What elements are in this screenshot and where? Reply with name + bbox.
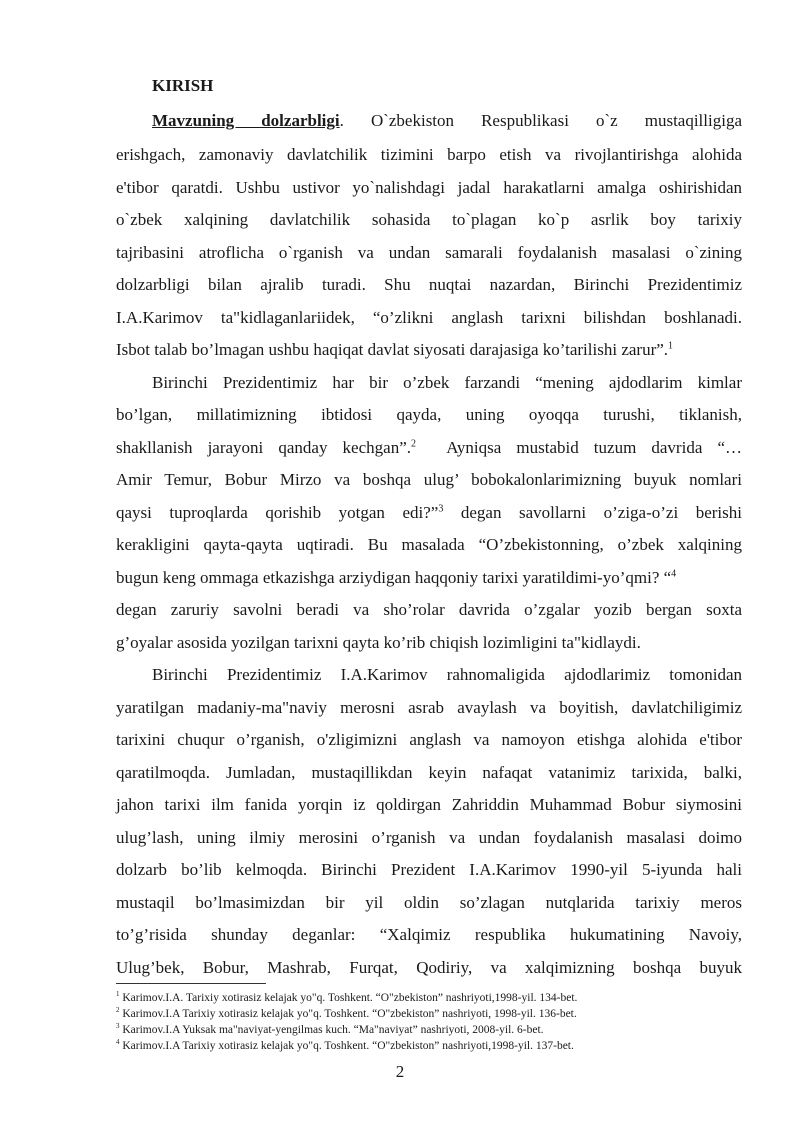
footnote-ref: 4: [671, 568, 677, 580]
footnote: $^3$ Karimov.I.A Yuksak ma"naviyat-yengilmas kuch. “Ma"naviyat” nashriyoti, 2008-yil. 6-bet.: [116, 1022, 544, 1036]
text-line: yaratilgan madaniy-ma"naviy merosni asrab avaylash va boyitish, davlatchiligimiz: [116, 698, 742, 717]
text-line: Birinchi Prezidentimiz I.A.Karimov rahnomaligida ajdodlarimiz tomonidan: [152, 665, 742, 684]
text-line: dolzarb bo’lib kelmoqda. Birinchi Prezident I.A.Karimov 1990-yil 5-iyunda hali: [116, 860, 742, 879]
text-line: mustaqil bo’lmasimizdan bir yil oldin so’zlagan nutqlarida tarixiy meros: [116, 893, 742, 912]
page-number: 2: [395, 1062, 405, 1081]
text-line: Amir Temur, Bobur Mirzo va boshqa ulug’ bobokalonlarimizning buyuk nomlari: [116, 470, 742, 489]
footnote-ref: 3: [438, 503, 444, 515]
text-line: bugun keng ommaga etkazishga arziydigan haqqoniy tarixi yaratildimi-yo’qmi? “$^4$: [116, 568, 677, 587]
text-line: Isbot talab bo’lmagan ushbu haqiqat davlat siyosati darajasiga ko’tarilishi zarur”.$^1$: [116, 340, 674, 359]
lead-phrase: Mavzuning dolzarbligi: [152, 111, 340, 130]
text-line: qaratilmoqda. Jumladan, mustaqillikdan keyin nafaqat vatanimiz tarixida, balki,: [116, 763, 742, 782]
text-line: bo’lgan, millatimizning ibtidosi qayda, uning oyoqqa turushi, tiklanish,: [116, 405, 742, 424]
footnote-divider: [116, 983, 266, 984]
text-line: tarixini chuqur o’rganish, o'zligimizni anglash va namoyon etishga alohida e'tibor: [116, 730, 742, 749]
text-line: erishgach, zamonaviy davlatchilik tizimini barpo etish va rivojlantirishga alohida: [116, 145, 742, 164]
text-line: I.A.Karimov ta"kidlaganlariidek, “o’zlikni anglash tarixni bilishdan boshlanadi.: [116, 308, 742, 327]
footnote: $^2$ Karimov.I.A Tarixiy xotirasiz kelajak yo"q. Toshkent. “O"zbekiston” nashriyoti, 1998-yil. 136-bet.: [116, 1006, 577, 1020]
text-line: ulug’lash, uning ilmiy merosini o’rganish va undan foydalanish masalasi doimo: [116, 828, 742, 847]
text-line: jahon tarixi ilm fanida yorqin iz qoldirgan Zahriddin Muhammad Bobur siymosini: [116, 795, 742, 814]
text-line: shakllanish jarayoni qanday kechgan”.$^2$ Ayniqsa mustabid tuzum davrida “…: [116, 438, 742, 457]
text-line: to’g’risida shunday deganlar: “Xalqimiz respublika hukumatining Navoiy,: [116, 925, 742, 944]
section-heading: KIRISH: [152, 76, 214, 95]
footnote: $^1$ Karimov.I.A. Tarixiy xotirasiz kelajak yo"q. Toshkent. “O"zbekiston” nashriyoti,1998-yil. 134-bet.: [116, 990, 578, 1004]
footnote-ref: 2: [411, 438, 416, 450]
text-line: dolzarbligi bilan ajralib turadi. Shu nuqtai nazardan, Birinchi Prezidentimiz: [116, 275, 742, 294]
text-line: Ulug’bek, Bobur, Mashrab, Furqat, Qodiriy, va xalqimizning boshqa buyuk: [116, 958, 742, 977]
text-line: tajribasini atroflicha o`rganish va undan samarali foydalanish masalasi o`zining: [116, 243, 742, 262]
text-line: qaysi tuproqlarda qorishib yotgan edi?”$^3$ degan savollarni o’ziga-o’zi berishi: [116, 503, 742, 522]
footnote: $^4$ Karimov.I.A Tarixiy xotirasiz kelajak yo"q. Toshkent. “O"zbekiston” nashriyoti,1998-yil. 137-bet.: [116, 1038, 574, 1052]
text-line: degan zaruriy savolni beradi va sho’rolar davrida o’zgalar yozib bergan soxta: [116, 600, 742, 619]
text-line: g’oyalar asosida yozilgan tarixni qayta ko’rib chiqish lozimligini ta"kidlaydi.: [116, 633, 641, 652]
text-line: e'tibor qaratdi. Ushbu ustivor yo`nalishdagi jadal harakatlarni amalga oshirishidan: [116, 178, 742, 197]
text-line: Mavzuning dolzarbligi. O`zbekiston Respublikasi o`z mustaqilligiga: [152, 111, 742, 130]
text-line: Birinchi Prezidentimiz har bir o’zbek farzandi “mening ajdodlarim kimlar: [152, 373, 742, 392]
footnote-ref: 1: [668, 340, 674, 352]
text-line: kerakligini qayta-qayta uqtiradi. Bu masalada “O’zbekistonning, o’zbek xalqining: [116, 535, 742, 554]
text-line: o`zbek xalqining davlatchilik sohasida to`plagan ko`p asrlik boy tarixiy: [116, 210, 742, 229]
